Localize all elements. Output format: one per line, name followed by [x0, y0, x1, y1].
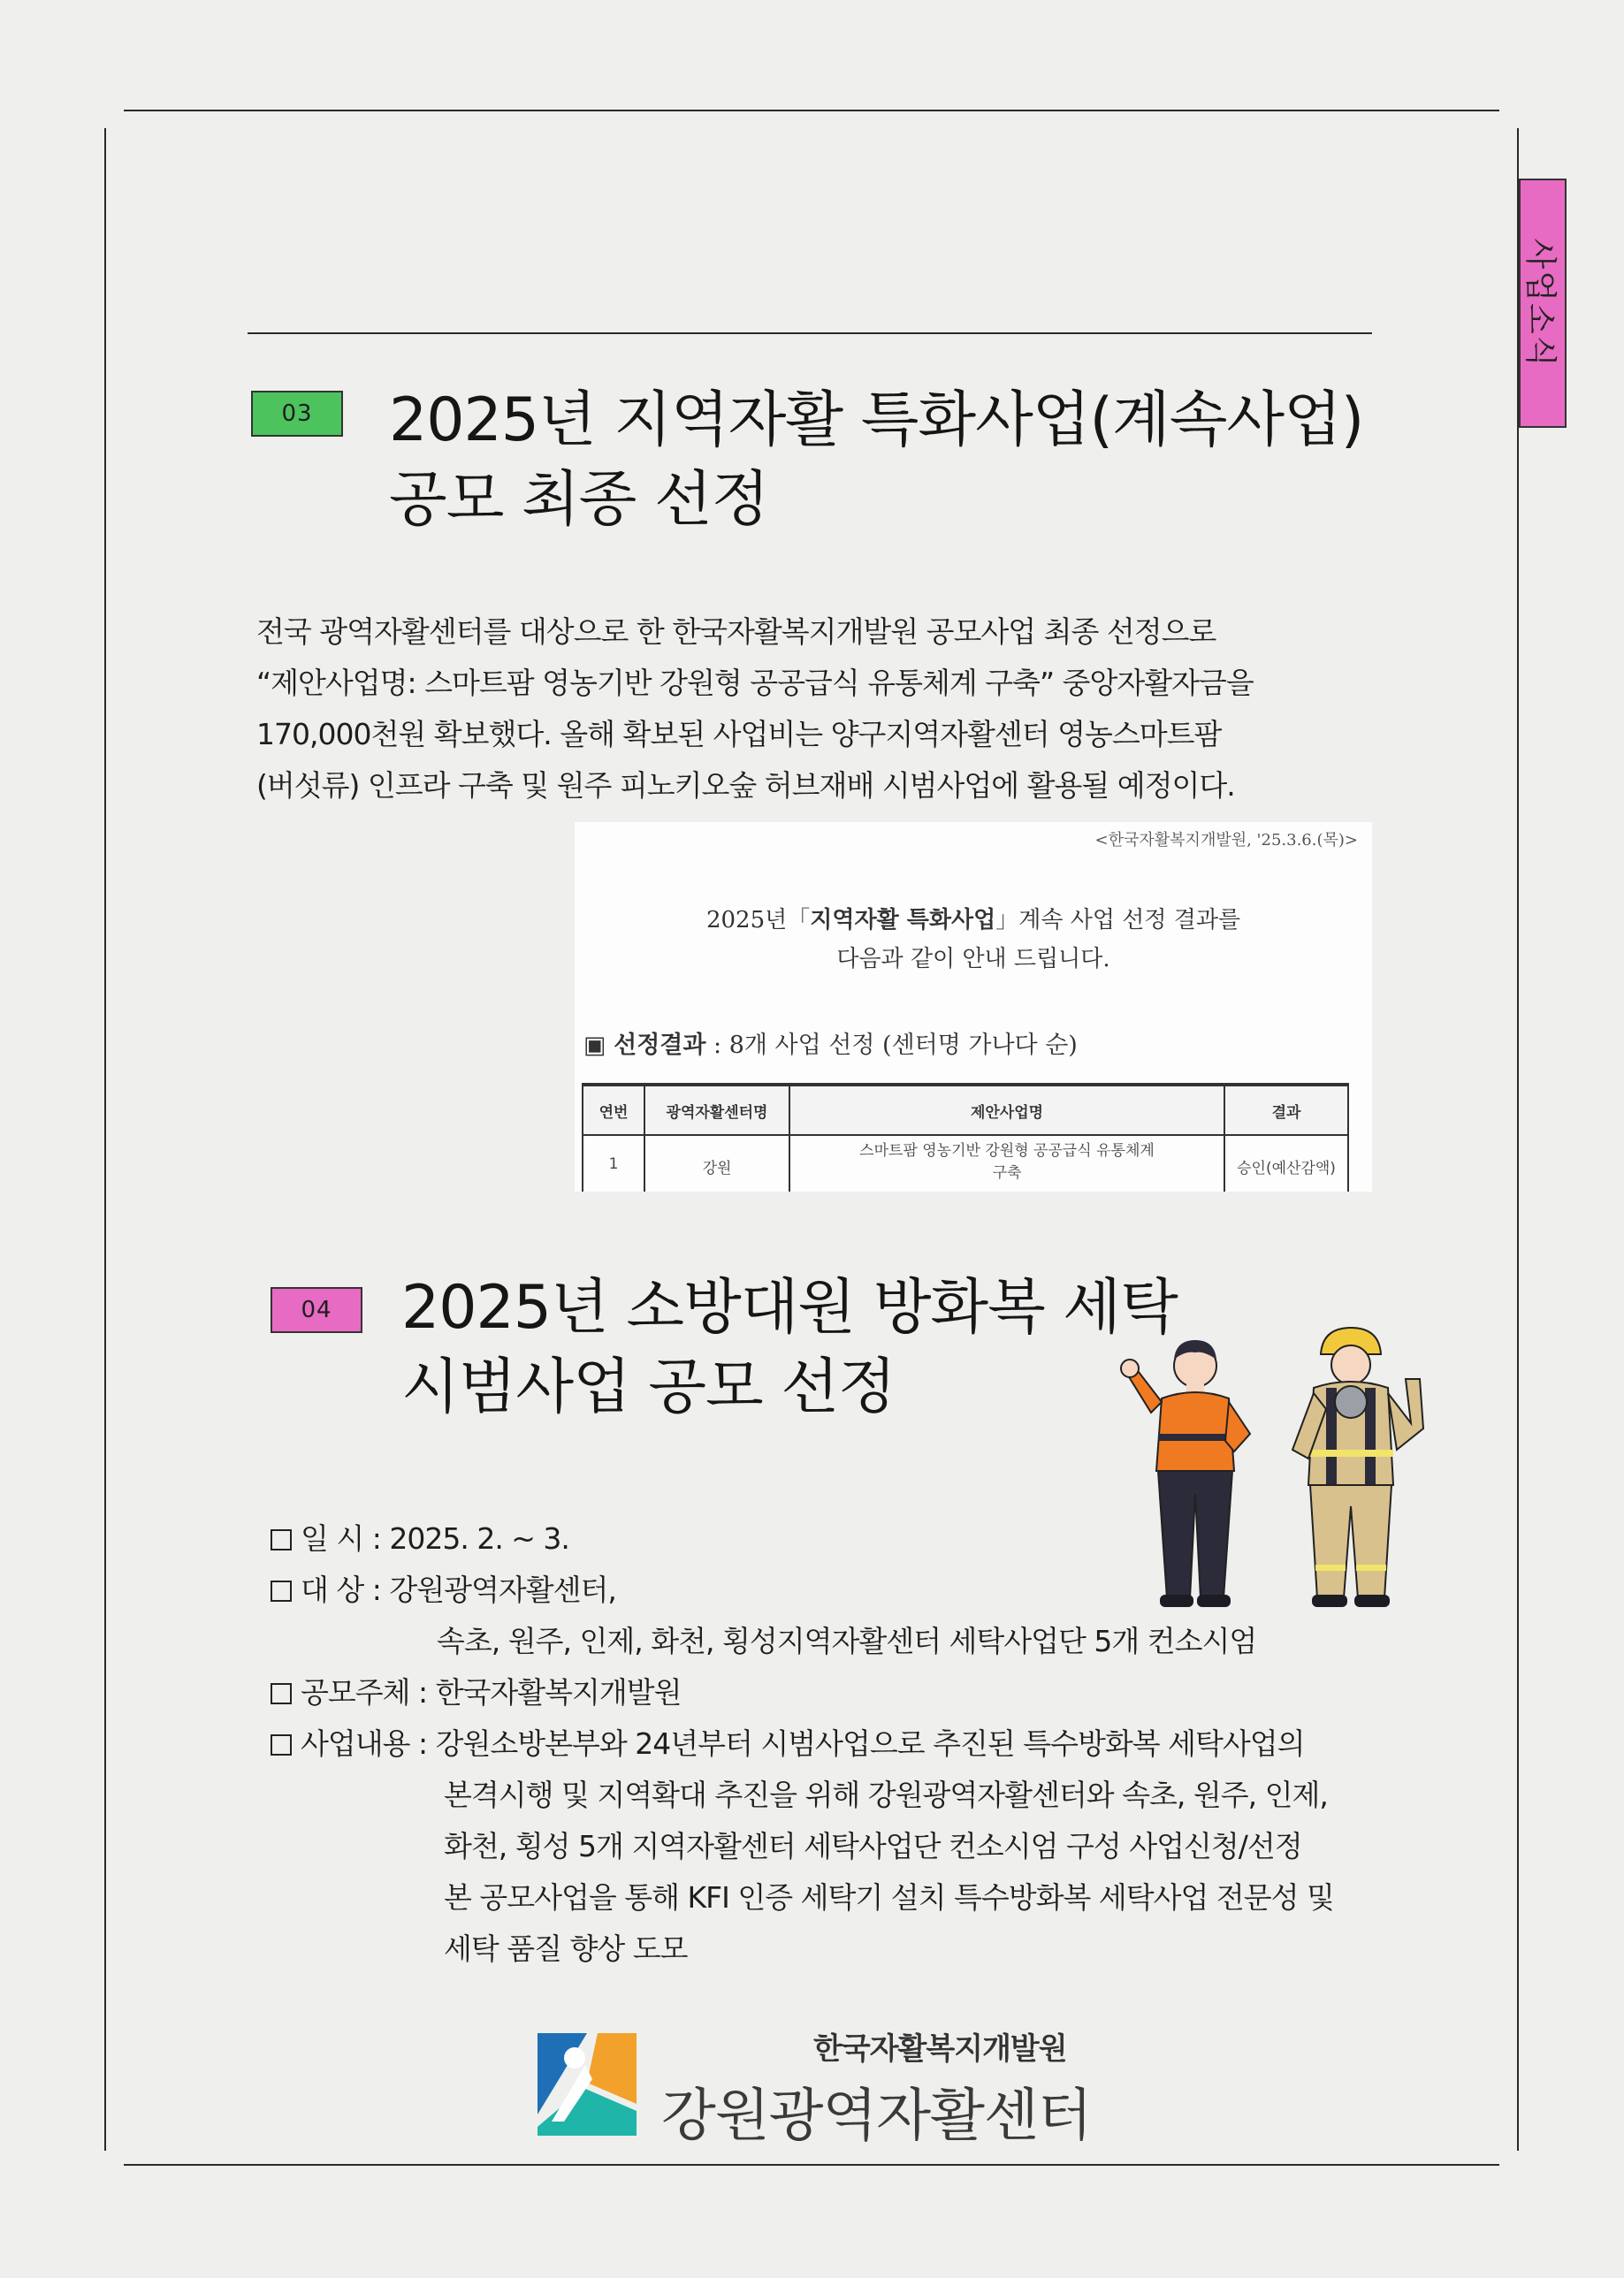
table-header-center: 광역자활센터명 — [644, 1085, 789, 1135]
announcement-line1: 2025년「지역자활 특화사업」계속 사업 선정 결과를 — [705, 907, 1241, 933]
section03-divider — [248, 332, 1372, 334]
footer-org-large: 강원광역자활센터 — [661, 2084, 1092, 2149]
checkbox-square-icon — [271, 1683, 292, 1704]
announcement-source: <한국자활복지개발원, '25.3.6.(목)> — [1094, 831, 1358, 849]
table-cell-project: 스마트팜 영농기반 강원형 공공급식 유통체계 구축 — [789, 1135, 1224, 1192]
section03-body-line1: 전국 광역자활센터를 대상으로 한 한국자활복지개발원 공모사업 최종 선정으로 — [256, 614, 1216, 649]
section04-title-line1: 2025년 소방대원 방화복 세탁 — [401, 1273, 1178, 1343]
section04-item-content-line4: 본 공모사업을 통해 KFI 인증 세탁기 설치 특수방화복 세탁사업 전문성 및 — [444, 1880, 1334, 1915]
selection-result-table — [582, 1083, 1349, 1192]
section03-body-line2: “제안사업명: 스마트팜 영농기반 강원형 공공급식 유통체계 구축” 중앙자활자금을 — [256, 666, 1254, 700]
checkbox-square-icon — [271, 1734, 292, 1756]
table-row — [583, 1135, 1348, 1192]
table-cell-center: 강원 — [644, 1135, 789, 1192]
table-header-result: 결과 — [1224, 1085, 1348, 1135]
section04-title-line2: 시범사업 공모 선정 — [401, 1352, 896, 1422]
selection-announcement-image — [575, 822, 1372, 1192]
table-header-no: 연번 — [583, 1085, 644, 1135]
table-cell-no: 1 — [583, 1135, 644, 1192]
section04-item-organizer: 공모주체 : 한국자활복지개발원 — [271, 1667, 682, 1718]
table-cell-result: 승인(예산감액) — [1224, 1135, 1348, 1192]
firefighter-tan-icon — [1292, 1328, 1423, 1607]
frame-left-line — [104, 128, 106, 2151]
section03-title-line1: 2025년 지역자활 특화사업(계속사업) — [389, 385, 1364, 455]
firefighter-orange-icon — [1121, 1340, 1250, 1607]
section04-item-target-cont: 속초, 원주, 인제, 화천, 횡성지역자활센터 세탁사업단 5개 컨소시엄 — [437, 1624, 1257, 1658]
section03-title-line2: 공모 최종 선정 — [389, 465, 769, 535]
section04-number-badge: 04 — [271, 1287, 362, 1333]
section04-item-date: 일 시 : 2025. 2. ~ 3. — [271, 1513, 569, 1565]
section04-item-content-line3: 화천, 횡성 5개 지역자활센터 세탁사업단 컨소시엄 구성 사업신청/선정 — [444, 1829, 1302, 1863]
section-tab-business-news — [1519, 179, 1567, 428]
section-tab-label: 사업소식 — [1521, 238, 1559, 369]
section04-item-content: 사업내용 : 강원소방본부와 24년부터 시범사업으로 추진된 특수방화복 세탁사업의 — [271, 1718, 1305, 1770]
section03-number-badge: 03 — [251, 391, 343, 437]
section04-item-content-line5: 세탁 품질 향상 도모 — [444, 1931, 688, 1966]
firefighters-illustration — [1105, 1317, 1459, 1627]
gangwon-self-sufficiency-logo-icon — [534, 2030, 640, 2139]
frame-top-line — [124, 110, 1499, 111]
table-header-row — [583, 1085, 1348, 1135]
selection-result-line: ▣ 선정결과 : 8개 사업 선정 (센터명 가나다 순) — [583, 1032, 1078, 1059]
checkbox-square-icon — [271, 1581, 292, 1602]
frame-bottom-line — [124, 2164, 1499, 2166]
section04-item-content-line2: 본격시행 및 지역확대 추진을 위해 강원광역자활센터와 속초, 원주, 인제, — [444, 1778, 1328, 1812]
section03-body-line3: 170,000천원 확보했다. 올해 확보된 사업비는 양구지역자활센터 영농스마트팜 — [256, 717, 1222, 751]
section04-item-target: 대 상 : 강원광역자활센터, — [271, 1565, 616, 1616]
checkbox-square-icon — [271, 1529, 292, 1550]
footer-org-small: 한국자활복지개발원 — [813, 2031, 1067, 2067]
announcement-line2: 다음과 같이 안내 드립니다. — [836, 946, 1110, 972]
frame-right-line — [1517, 128, 1519, 2151]
section03-body-line4: (버섯류) 인프라 구축 및 원주 피노키오숲 허브재배 시범사업에 활용될 예정이다. — [256, 768, 1235, 803]
table-header-project: 제안사업명 — [789, 1085, 1224, 1135]
